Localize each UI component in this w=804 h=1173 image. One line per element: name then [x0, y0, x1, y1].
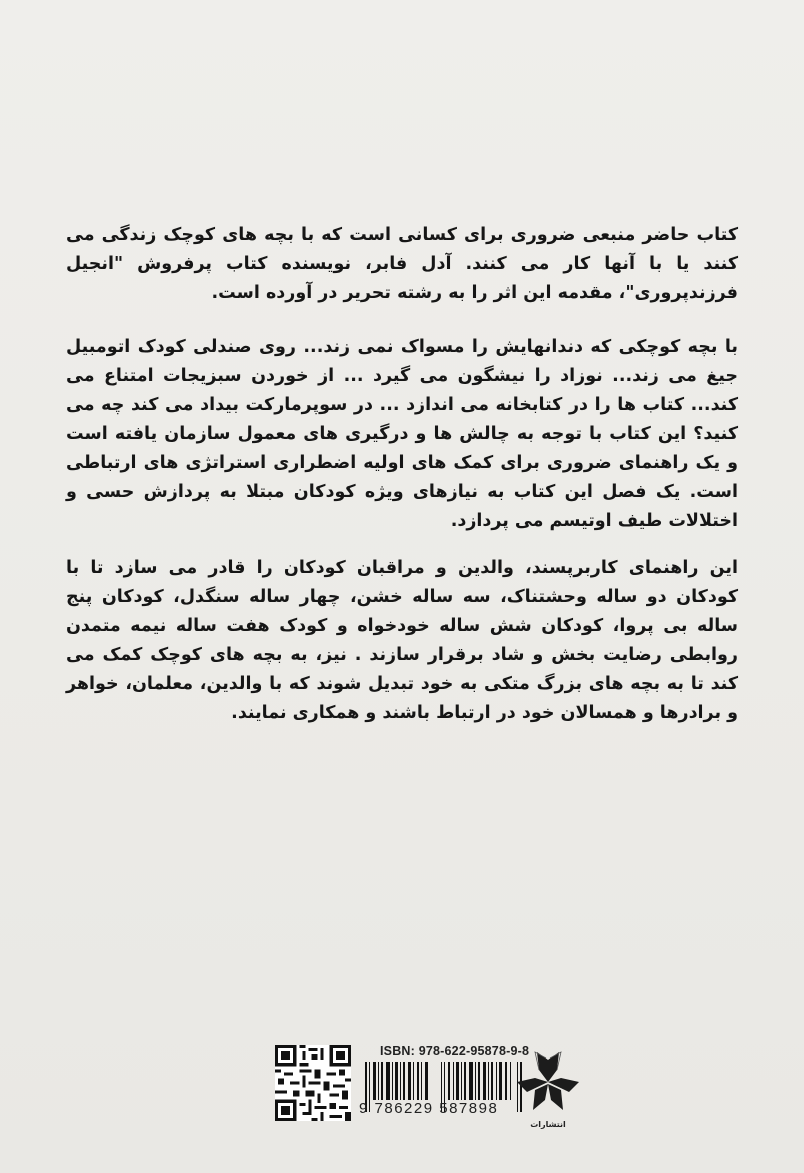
publisher-name: انتشارات — [530, 1120, 566, 1129]
barcode-digits: 9 786229 587898 — [359, 1100, 499, 1117]
paragraph-scenarios: با بچه کوچکی که دندانهایش را مسواک نمی زند... روی صندلی کودک اتومبیل جیغ می زند... نوزاد را نیشگون می گیرد ... از خوردن سبزیجات امتناع می کند... کتاب ها را در کتابخانه می اندازد ... در سوپرمارکت بیداد می کند چه می کنید؟ این کتاب با توجه به چالش ها و درگیری های معمول سازمان یافته است و یک راهنمای ضروری برای کمک های اولیه اضطراری استراتژی های ارتباطی است. یک فصل این کتاب به نیازهای ویژه کودکان مبتلا به پردازش حسی و اختلالات طیف اوتیسم می پردازد. — [66, 336, 738, 531]
cover-footer — [275, 1040, 580, 1129]
qr-code-icon — [275, 1045, 351, 1121]
paragraph-intro: کتاب حاضر منبعی ضروری برای کسانی است که با بچه های کوچک زندگی می کنند یا با آنها کار می کنند. آدل فابر، نویسنده کتاب پرفروش "انجیل فرزندپروری"، مقدمه این اثر را به رشته تحریر در آورده است. — [66, 224, 738, 303]
publisher-logo-icon — [513, 1044, 583, 1122]
isbn-label: ISBN: 978-622-95878-9-8 — [380, 1044, 530, 1058]
paragraph-guide-summary: این راهنمای کاربرپسند، والدین و مراقبان کودکان را قادر می سازد تا با کودکان دو ساله وحشتناک، سه ساله خشن، چهار ساله سنگدل، کودکان پنج ساله بی پروا، کودکان شش ساله خودخواه و کودک هفت ساله نیمه متمدن روابطی رضایت بخش و شاد برقرار سازند . نیز، به بچه های کوچک کمک می کند تا به بچه های بزرگ متکی به خود تبدیل شوند که با والدین، معلمان، خواهر و برادرها و همسالان خود در ارتباط باشند و همکاری نمایند. — [66, 557, 738, 723]
